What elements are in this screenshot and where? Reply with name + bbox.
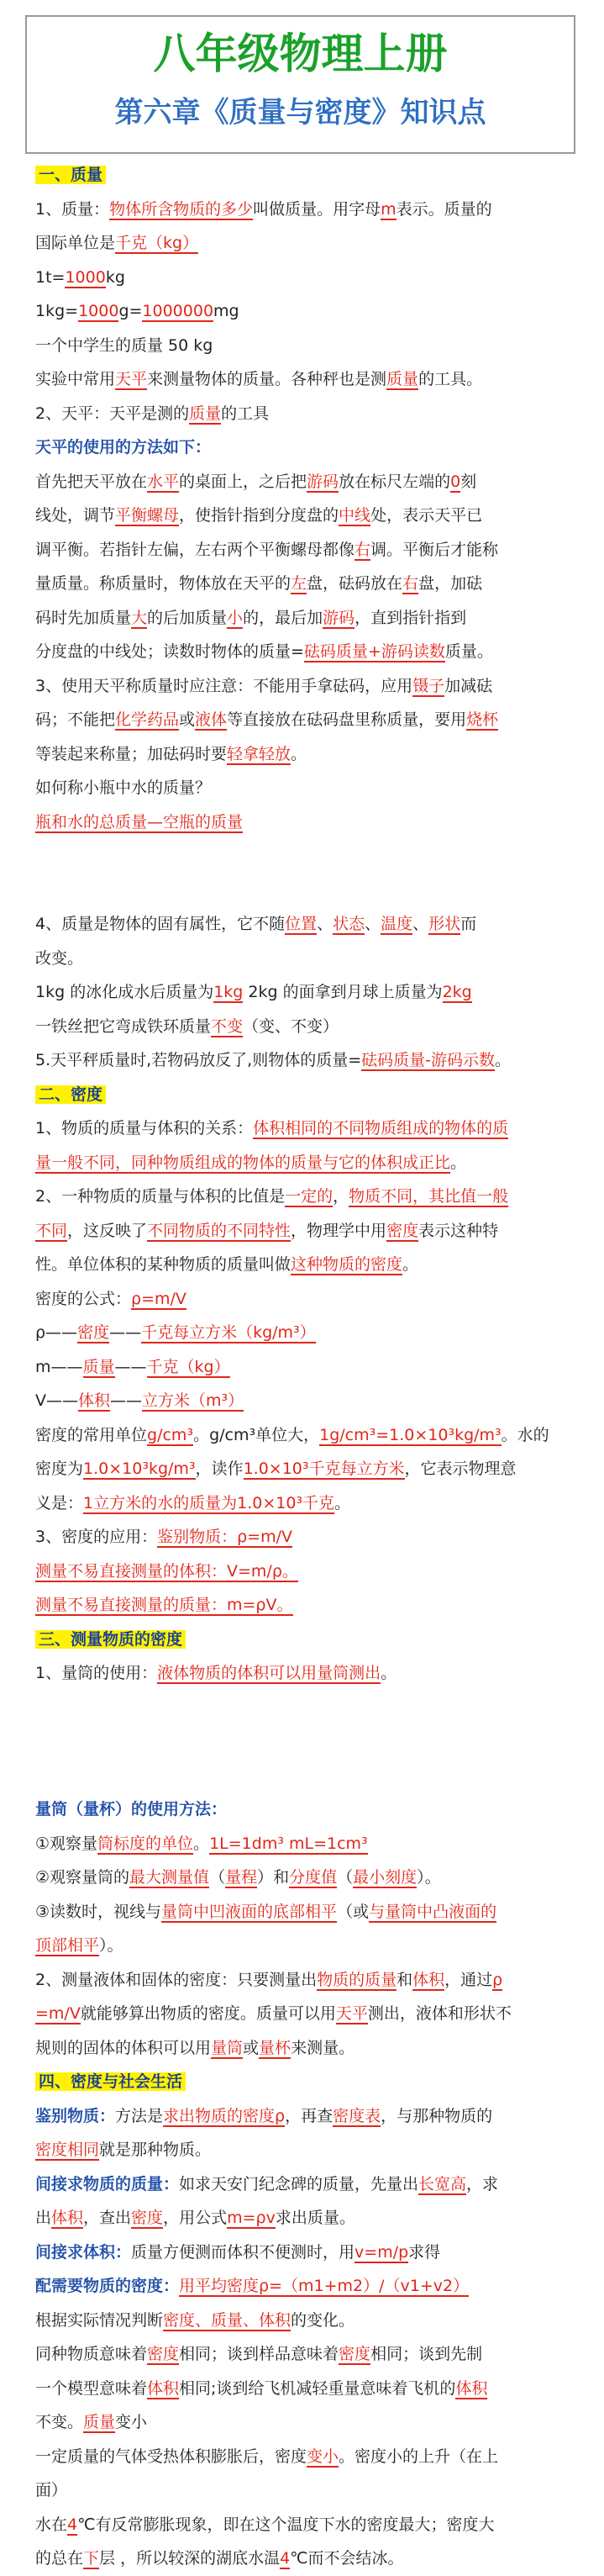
text-span: 体积 [78,1391,111,1410]
text-span: 千克（kg） [146,1357,230,1376]
text-span: ， [333,1187,349,1206]
text-span: 5.天平秤质量时,若物码放反了,则物体的质量= [35,1051,362,1069]
text-span: 1000 [78,302,119,320]
text-span: 天平 [335,2004,368,2023]
text-span: 分度值 [289,1868,338,1887]
text-span: 表示这种特 [418,1221,499,1240]
text-span: 码时先加质量 [35,608,132,627]
text-span: 量筒中凹液面的底部相平 [161,1902,338,1921]
text-line [35,737,578,772]
text-span: 1kg 的冰化成水后质量为 [35,983,214,1001]
text-span: 体积相同的不同物质组成的物体的质 [253,1119,509,1138]
text-span: 密度的公式： [35,1289,132,1308]
text-span: 1L=1dm³ mL=1cm³ [209,1834,368,1853]
text-line [35,975,578,1010]
text-span: ①观察量 [35,1834,98,1853]
text-line [35,635,578,669]
text-span: 质量 [83,2413,116,2431]
text-span: ）。 [417,1868,441,1887]
text-span: 砝码质量-游码示数 [361,1051,495,1069]
text-span: ，物理学中用 [291,1221,387,1240]
text-line [35,2405,578,2440]
text-span: 。 [495,1051,512,1069]
text-span: 密度表 [333,2106,381,2125]
text-span: 调平衡。若指针左偏，左右两个平衡螺母都像 [35,540,355,559]
text-span: 间接求物质的质量： [35,2174,180,2193]
text-span: 物质的质量 [317,1970,397,1989]
text-span: 量杯 [259,2038,291,2057]
text-span: 密度相同 [35,2141,100,2159]
section-4-title: 四、密度与社会生活 [35,2072,186,2091]
text-span: 实验中常用 [35,370,116,388]
text-line [35,397,578,431]
text-span: 1000 [65,267,106,287]
text-span: 1g/cm³=1.0×10³kg/m³ [319,1425,502,1444]
text-span: 平衡螺母 [115,506,180,525]
text-line [35,805,578,840]
text-span: 。 [193,1834,210,1853]
text-line [35,1963,578,1998]
text-span: ，再查 [285,2106,334,2125]
text-line [35,193,578,227]
text-span: 就是那种物质。 [99,2141,212,2159]
text-span: 如求天安门纪念碑的质量，先量出 [179,2174,419,2193]
text-span: 层 ，所以较深的湖底水温 [99,2549,281,2568]
text-span: 加减砝 [444,676,493,695]
text-line [35,1452,578,1486]
text-line [35,907,578,942]
text-line [35,1486,578,1521]
text-span: 。 [334,1493,351,1512]
text-span: 相同；谈到样品意味着 [179,2345,339,2363]
text-span: 等直接放在砝码盘里称质量，要用 [227,710,467,729]
text-span: 根据实际情况判断 [35,2310,164,2330]
text-span: 测量不易直接测量的质量：m=ρV。 [35,1596,293,1614]
text-span: 1、物质的质量与体积的关系： [35,1119,254,1138]
text-span: 质量。 [444,642,493,661]
text-span: ，直到指针指到 [355,608,467,627]
text-span: 千克（kg） [115,234,199,252]
text-span: 量筒 [211,2038,244,2057]
text-span: 一定的 [285,1187,334,1206]
text-span: 不变。 [35,2413,84,2431]
text-span: 轻拿轻放 [227,744,291,763]
text-span: 量一般不同，同种物质组成的物体的质量与它的体积成正比 [35,1153,451,1172]
text-span: 的工具。 [418,370,483,388]
text-span: ，读作 [195,1460,244,1478]
text-line [35,1588,578,1623]
text-line [35,1861,578,1895]
text-span: 顶部相平 [35,1936,100,1955]
text-span: 千克每立方米（kg/m³） [141,1323,316,1342]
text-span: 密度为 [35,1460,84,1478]
text-line [35,226,578,261]
text-line [35,533,578,567]
text-line [35,1111,578,1146]
text-line [35,294,578,329]
text-span: 砝码质量+游码读数 [303,642,445,661]
text-line [35,1282,578,1317]
text-span: 右 [402,574,419,593]
text-span: g/cm³ [147,1425,194,1444]
text-line [35,1180,578,1214]
text-span: 镊子 [412,676,445,695]
text-span: 物体所含物质的多少 [109,199,254,219]
text-span: ，求 [466,2174,499,2193]
section-heading [35,1623,578,1657]
text-span: 盘，加砝 [418,574,483,593]
text-line [35,703,578,737]
text-line [35,465,578,499]
text-span: 不同 [35,1221,68,1240]
text-span: 4 [67,2515,78,2534]
text-span: 2kg [442,983,472,1001]
text-span: 游码 [323,608,355,627]
text-span: 和 [397,1970,413,1989]
text-span: ，用公式 [163,2209,228,2227]
text-line [35,2508,578,2542]
text-span: 天平 [115,370,148,388]
text-span: 方法是 [115,2106,164,2125]
section-heading [35,2065,578,2099]
page-subtitle: 第六章《质量与密度》知识点 [114,96,486,129]
text-span: 线处，调节 [35,506,116,525]
text-span: 鉴别物质： [35,2106,116,2125]
section-heading [35,1078,578,1112]
text-span: 用平均密度ρ=（m1+m2）/（v1+v2） [179,2277,470,2295]
text-span: 右 [355,540,371,559]
text-line [35,1555,578,1589]
text-span: 。 [381,1664,397,1682]
text-span: 的，最后加 [243,608,323,627]
notes-content [35,158,578,2576]
subheading: 天平的使用的方法如下： [35,438,212,457]
text-span: 刻 [460,472,477,491]
text-span: 瓶和水的总质量—空瓶的质量 [35,812,244,831]
text-span: 等装起来称量；加砝码时要 [35,744,228,763]
text-span: 。水的 [501,1425,549,1444]
text-span: 量程 [225,1868,258,1887]
text-span: g= [118,302,143,320]
text-span: 首先把天平放在 [35,472,148,491]
text-line [35,567,578,601]
text-span: 质量 [82,1357,115,1376]
text-span: 2、测量液体和固体的密度：只要测量出 [35,1970,318,1989]
text-line [35,1418,578,1453]
text-span: 3、使用天平称质量时应注意：不能用手拿砝码，应用 [35,676,413,695]
text-line [35,1520,578,1555]
section-heading [35,158,578,193]
text-line [35,2099,578,2134]
section-1-title: 一、质量 [35,166,106,184]
text-span: 不变 [211,1016,244,1036]
text-span: 4、质量是物体的固有属性，它不随 [35,915,286,933]
text-line [35,1929,578,1963]
text-span: 码；不能把 [35,710,116,729]
text-span: 体积 [51,2209,84,2227]
text-span: kg [105,267,125,287]
text-span: 立方米（m³） [142,1391,244,1410]
text-span: 来测量物体的质量。各种秤也是测 [147,370,387,388]
text-span: 。 [291,744,307,763]
text-span: 位置 [285,915,318,933]
text-line [35,2031,578,2066]
text-span: 密度 [386,1221,419,1240]
text-span: 或 [179,710,196,729]
text-span: 长宽高 [418,2174,467,2193]
text-span: 或 [243,2038,260,2057]
text-line [35,1316,578,1350]
text-span: ，使指针指到分度盘的 [179,506,339,525]
text-span: 3、密度的应用： [35,1528,158,1546]
text-span: 中线 [339,506,371,525]
text-span: 密度的常用单位 [35,1425,148,1444]
text-span: ③读数时，视线与 [35,1902,162,1921]
text-line [35,2542,578,2576]
text-line [35,1656,578,1691]
text-line [35,601,578,636]
text-span: （变、不变） [243,1016,339,1036]
text-span: 状态 [333,915,365,933]
text-span: 体积 [455,2378,488,2398]
text-span: 质量 [386,370,419,388]
text-span: 物质不同，其比值一般 [349,1187,509,1206]
text-span: 1000000 [142,302,214,320]
text-span: 1.0×10³kg/m³ [83,1460,196,1478]
text-span: 出 [35,2209,52,2227]
text-line [35,2269,578,2304]
text-line [35,1827,578,1861]
text-span: 的变化。 [291,2310,355,2330]
text-span: ，查出 [83,2209,132,2227]
page-title: 八年级物理上册 [153,29,448,78]
text-span: —— [110,1391,143,1410]
text-span: 。 [402,1255,419,1274]
text-line [35,1248,578,1282]
text-span: ，通过 [444,1970,493,1989]
text-span: 的总在 [35,2549,84,2568]
text-span: 、 [365,915,381,933]
text-span: 叫做质量。用字母 [253,199,381,219]
text-span: 、 [317,915,334,933]
text-span: 水在 [35,2515,68,2534]
text-span: 体积 [147,2378,180,2398]
text-line: 改变。 [35,948,84,968]
text-span: 测出，液体和形状不 [367,2004,512,2023]
text-span: 、 [412,915,429,933]
text-span: 。 [450,1153,467,1172]
text-span: 2、天平：天平是测的 [35,404,190,423]
text-span: 配需要物质的密度： [35,2277,180,2295]
section-2-title: 二、密度 [35,1085,106,1104]
text-span: 一铁丝把它弯成铁环质量 [35,1016,212,1036]
text-span: ρ—— [35,1323,78,1342]
text-span: m=ρv [227,2209,276,2227]
text-line [35,669,578,704]
text-span: 游码 [307,472,339,491]
text-span: 调。平衡后才能称 [370,540,499,559]
text-span: 左 [291,574,307,593]
text-span: 相同;谈到给飞机减轻重量意味着飞机的 [179,2378,456,2398]
text-line [35,2372,578,2406]
text-line [35,1350,578,1385]
text-line [35,2236,578,2270]
text-span: 鉴别物质：ρ=m/V [157,1528,292,1546]
text-span: 1t= [35,267,66,287]
text-line [35,2440,578,2474]
text-span: 与量筒中凸液面的 [369,1902,497,1921]
text-span: 的桌面上，之后把 [179,472,307,491]
text-span: 测量不易直接测量的体积：V=m/ρ。 [35,1561,298,1581]
text-span: 间接求体积： [35,2242,132,2262]
text-span: （ [337,1868,354,1887]
text-span: 规则的固体的体积可以用 [35,2038,212,2057]
text-span: 盘，砝码放在 [307,574,403,593]
text-span: ②观察量筒的 [35,1868,130,1887]
text-span: （ [209,1868,226,1887]
text-line [35,2304,578,2338]
text-span: 就能够算出物质的密度。质量可以用 [80,2004,336,2023]
text-span: （或 [337,1902,370,1921]
text-span: mg [213,302,239,320]
text-span: 0 [450,472,461,491]
text-line [35,1214,578,1248]
text-line [35,1010,578,1044]
text-span: 密度 [147,2345,180,2363]
text-line [35,1997,578,2031]
text-span: 温度 [381,915,413,933]
subheading: 量筒（量杯）的使用方法： [35,1800,228,1819]
text-span: 1kg= [35,302,79,320]
text-span: 1kg [213,983,244,1001]
text-span: 求出物质的密度ρ [163,2106,286,2125]
text-line [35,1146,578,1180]
text-span: 表示。质量的 [396,199,492,219]
text-span: 化学药品 [115,710,180,729]
text-span: 一定质量的气体受热体积膨胀后，密度 [35,2447,307,2466]
text-span: ρ [492,1970,503,1989]
text-span: 1、质量： [35,199,110,219]
text-line [35,362,578,397]
text-span: 液体物质的体积可以用量筒测出 [157,1664,381,1682]
text-span: 最小刻度 [353,1868,418,1887]
text-line [35,1043,578,1078]
text-span: 求得 [408,2242,441,2262]
text-span: ρ=m/V [131,1289,186,1308]
text-span: 1、量筒的使用： [35,1664,158,1682]
text-span: ）。 [99,1936,123,1955]
text-span: 1立方米的水的质量为1.0×10³千克 [83,1493,335,1512]
text-span: ，与那种物质的 [381,2106,493,2125]
text-span: 大 [131,608,148,627]
text-span: 来测量。 [291,2038,355,2057]
text-span: 质量 [189,404,222,423]
text-span: 小 [227,608,244,627]
text-line: 如何称小瓶中水的质量？ [35,779,212,797]
text-span: 体积 [412,1970,445,1989]
text-span: 这种物质的密度 [291,1255,403,1274]
text-span: —— [109,1323,142,1342]
text-span: 的工具 [221,404,270,423]
text-span: ，它表示物理意 [404,1460,517,1478]
text-span: 一个模型意味着 [35,2378,148,2398]
text-span: m [381,199,397,219]
text-span: ℃而不会结冰。 [290,2549,404,2568]
text-span: 。g/cm³单位大， [193,1425,320,1444]
text-span: 不同物质的不同特性 [147,1221,291,1240]
text-span: 2kg 的面拿到月球上质量为 [243,983,443,1001]
text-span: 2、一种物质的质量与体积的比值是 [35,1187,286,1206]
text-span: 形状 [428,915,461,933]
text-span: 密度 [339,2345,371,2363]
text-span: v=m/p [355,2242,409,2262]
text-line [35,2167,578,2202]
text-line [35,2201,578,2236]
text-span: 密度 [131,2209,164,2227]
text-span: 。密度小的上升（在上 [339,2447,499,2466]
text-span: 质量方便测而体积不便测时，用 [131,2242,355,2262]
section-3-title: 三、测量物质的密度 [35,1630,186,1649]
text-span: m—— [35,1357,83,1376]
text-span: 液体 [195,710,228,729]
text-span: —— [114,1357,147,1376]
text-span: 分度盘的中线处；读数时物体的质量= [35,642,304,661]
text-line [35,1895,578,1929]
text-line [35,1384,578,1418]
text-span: ）和 [257,1868,290,1887]
title-box [25,15,575,154]
text-span: V—— [35,1391,78,1410]
text-span: 相同；谈到先制 [370,2345,483,2363]
text-span: 放在标尺左端的 [339,472,451,491]
text-span: 的后加质量 [147,608,228,627]
text-line [35,2337,578,2372]
text-span: ，这反映了 [67,1221,148,1240]
text-span: 密度、质量、体积 [163,2310,291,2330]
text-line [35,499,578,533]
text-span: 变小 [307,2447,339,2466]
text-span: 下 [83,2549,100,2568]
text-span: 筒标度的单位 [97,1834,194,1853]
text-span: 烧杯 [466,710,499,729]
text-span: 水平 [147,472,180,491]
text-span: 性。单位体积的某种物质的质量叫做 [35,1255,291,1274]
text-span: 最大测量值 [129,1868,210,1887]
text-span: 而 [460,915,477,933]
text-span: 处，表示天平已 [370,506,483,525]
text-span: 密度 [77,1323,110,1342]
text-span: 同种物质意味着 [35,2345,148,2363]
text-span: 义是： [35,1493,84,1512]
text-line: 面） [35,2481,68,2499]
text-line [35,2133,578,2167]
text-line: 一个中学生的质量 50 kg [35,335,213,355]
text-span: 变小 [115,2413,148,2431]
text-span: =m/V [35,2004,81,2023]
text-span: ℃有反常膨胀现象，即在这个温度下水的密度最大；密度大 [77,2515,495,2534]
text-span: 量质量。称质量时，物体放在天平的 [35,574,291,593]
text-line [35,261,578,295]
text-span: 国际单位是 [35,234,116,252]
text-span: 1.0×10³千克每立方米 [243,1460,405,1478]
text-span: 求出质量。 [275,2209,355,2227]
text-span: 4 [280,2549,291,2568]
